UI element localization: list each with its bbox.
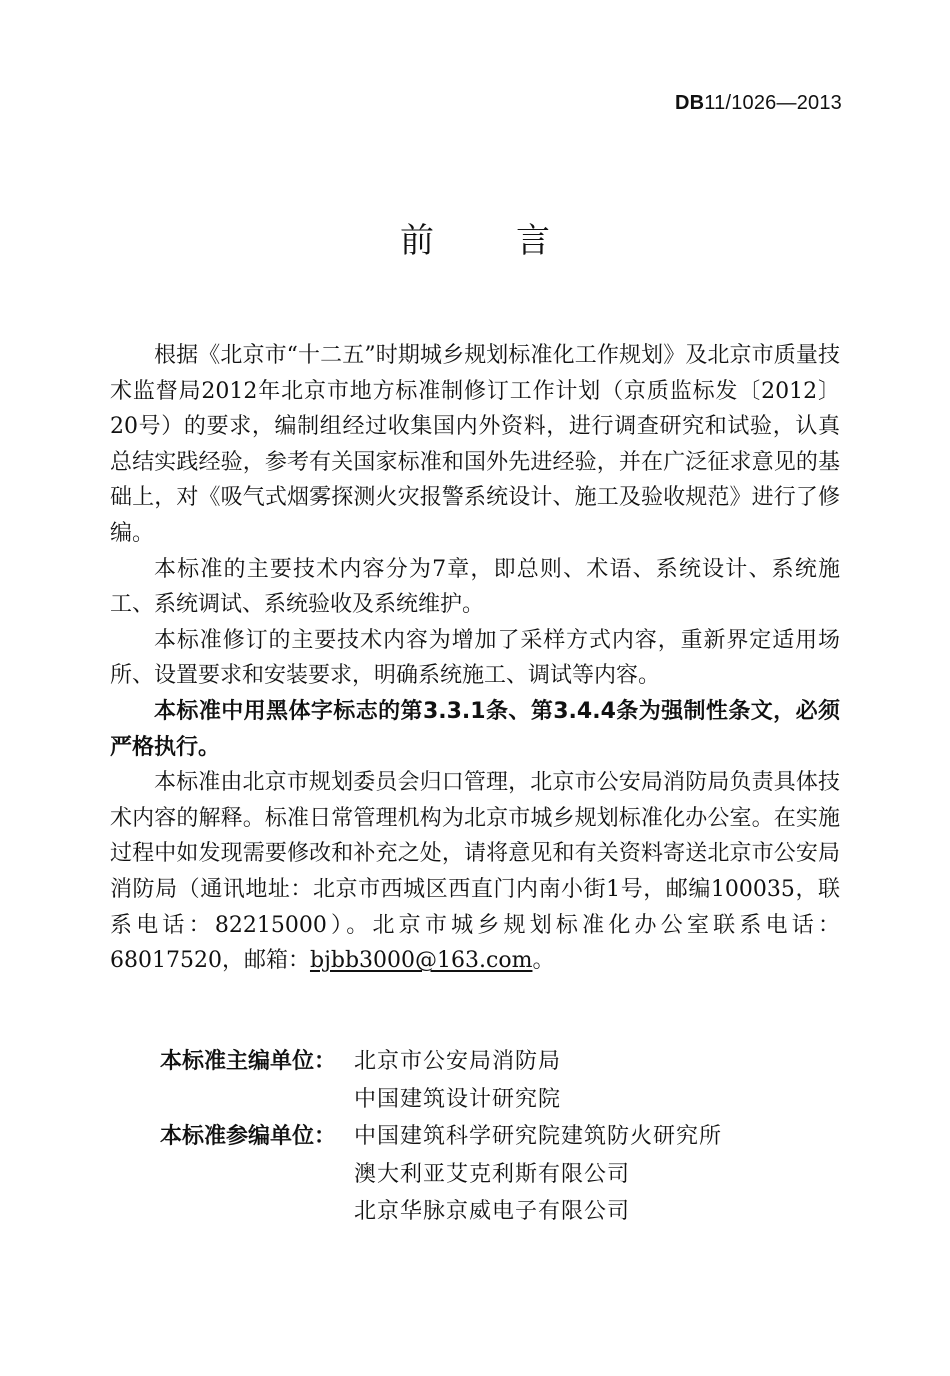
management-end: 。 — [532, 948, 555, 974]
management-text: 本标准由北京市规划委员会归口管理，北京市公安局消防局负责具体技术内容的解释。标准日常管理机构为北京市城乡规划标准化办公室。在实施过程中如发现需要修改和补充之处，请将意见和有关资料寄送北京市公安局消防局（通讯地址：北京市西城区西直门内南小街1号，邮编100035，联系电话：82215000）。北京市城乡规划标准化办公室联系电话：68017520，邮箱： — [110, 770, 840, 974]
chief-units-row — [160, 1043, 840, 1118]
preface-paragraph-content: 本标准的主要技术内容分为7章，即总则、术语、系统设计、系统施工、系统调试、系统验收及系统维护。 — [110, 556, 840, 618]
preface-paragraph-mandatory: 本标准中用黑体字标志的第3.3.1条、第3.4.4条为强制性条文，必须严格执行。 — [110, 698, 840, 760]
preface-paragraph-basis: 根据《北京市“十二五”时期城乡规划标准化工作规划》及北京市质量技术监督局2012年北京市地方标准制修订工作计划（京质监标发〔2012〕20号）的要求，编制组经过收集国内外资料，进行调查研究和试验，认真总结实践经验，参考有关国家标准和国外先进经验，并在广泛征求意见的基础上，对《吸气式烟雾探测火灾报警系统设计、施工及验收规范》进行了修编。 — [110, 343, 840, 546]
drafting-units — [160, 1043, 840, 1231]
preface-body — [110, 338, 840, 979]
page-title: 前言 — [400, 221, 632, 261]
contact-email-link[interactable]: bjbb3000@163.com — [309, 948, 533, 974]
preface-paragraph-revision: 本标准修订的主要技术内容为增加了采样方式内容，重新界定适用场所、设置要求和安装要求，明确系统施工、调试等内容。 — [110, 627, 840, 689]
standard-number-prefix: DB — [675, 92, 705, 114]
chief-units-label: 本标准主编单位： — [160, 1049, 337, 1074]
chief-unit: 北京市公安局消防局 — [354, 1049, 562, 1074]
chief-units-list — [354, 1043, 840, 1118]
chief-unit: 中国建筑设计研究院 — [354, 1086, 562, 1112]
standard-number-rest: 11/1026—2013 — [704, 92, 842, 114]
preface-paragraph-management — [110, 765, 840, 979]
participant-unit: 中国建筑科学研究院建筑防火研究所 — [354, 1124, 723, 1149]
participant-units-list — [354, 1118, 840, 1231]
participant-units-row — [160, 1118, 840, 1231]
participant-unit: 北京华脉京威电子有限公司 — [354, 1199, 631, 1224]
participant-units-label: 本标准参编单位： — [160, 1124, 337, 1149]
standard-number — [675, 92, 842, 115]
participant-unit: 澳大利亚艾克利斯有限公司 — [354, 1161, 631, 1187]
